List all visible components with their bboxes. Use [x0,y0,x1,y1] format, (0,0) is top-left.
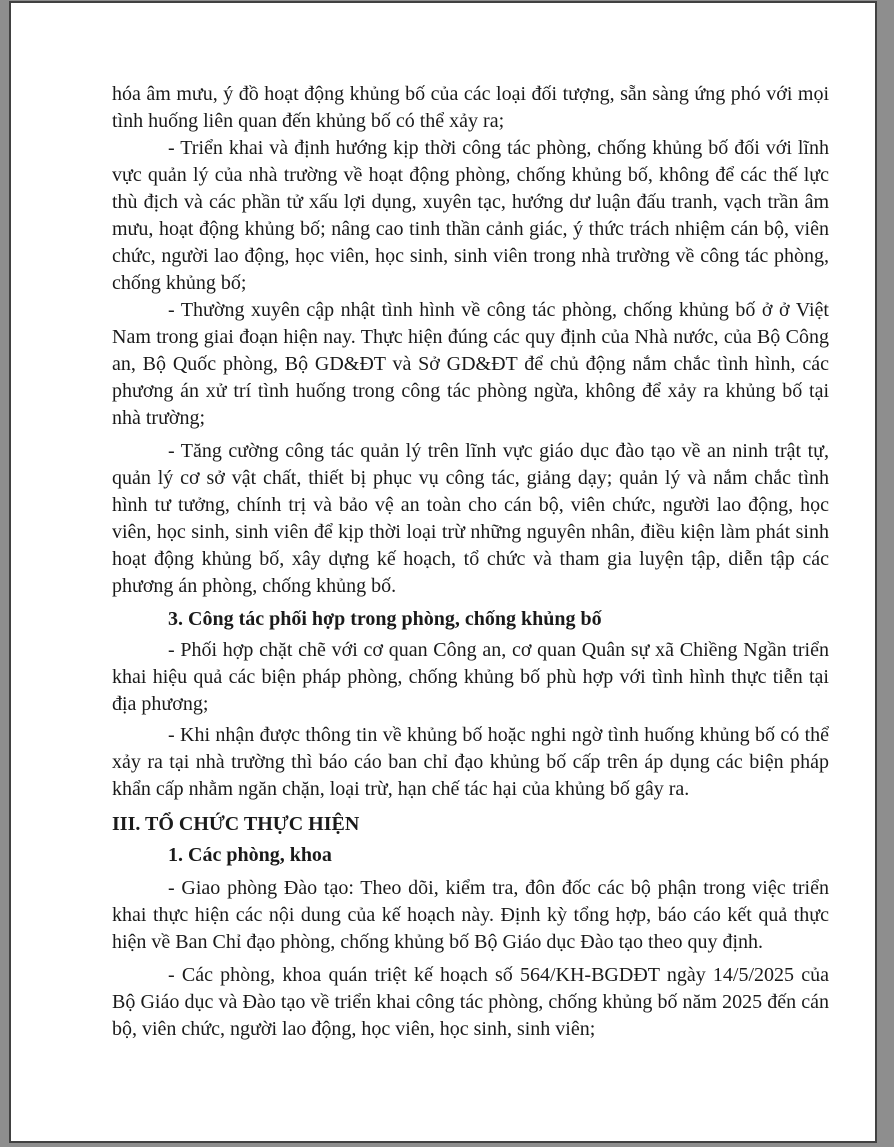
section-heading-3-coordination: 3. Công tác phối hợp trong phòng, chống khủng bố [168,608,602,630]
paragraph-regular-updates: - Thường xuyên cập nhật tình hình về công tác phòng, chống khủng bố ở ở Việt Nam trong giai đoạn hiện nay. Thực hiện đúng các quy định của Nhà nước, của Bộ Công an, Bộ Quốc phòng, Bộ GD&ĐT và Sở GD&ĐT để chủ động nắm chắc tình hình, các phương án xử trí tình huống trong công tác phòng ngừa, không để xảy ra khủng bố tại nhà trường; [112,299,829,429]
paragraph-report-terror-info: - Khi nhận được thông tin về khủng bố hoặc nghi ngờ tình huống khủng bố có thể xảy ra tại nhà trường thì báo cáo ban chỉ đạo khủng bố cấp trên áp dụng các biện pháp khẩn cấp nhằm ngăn chặn, loại trừ, hạn chế tác hại của khủng bố gây ra. [112,724,829,800]
paragraph-continuation-terror-plots: hóa âm mưu, ý đồ hoạt động khủng bố của các loại đối tượng, sẵn sàng ứng phó với mọi tình huống liên quan đến khủng bố có thể xảy ra; [112,83,829,132]
section-heading-1-departments: 1. Các phòng, khoa [168,844,332,866]
paragraph-plan-564-dissemination: - Các phòng, khoa quán triệt kế hoạch số 564/KH-BGDĐT ngày 14/5/2025 của Bộ Giáo dục và Đào tạo về triển khai công tác phòng, chống khủng bố năm 2025 đến cán bộ, viên chức, người lao động, học viên, học sinh, sinh viên; [112,964,829,1040]
paragraph-coordinate-police-military: - Phối hợp chặt chẽ với cơ quan Công an, cơ quan Quân sự xã Chiềng Ngần triển khai hiệu quả các biện pháp phòng, chống khủng bố phù hợp với tình hình thực tiễn tại địa phương; [112,639,829,715]
document-page [9,1,877,1143]
paragraph-training-department-tasks: - Giao phòng Đào tạo: Theo dõi, kiểm tra, đôn đốc các bộ phận trong việc triển khai thực hiện các nội dung của kế hoạch này. Định kỳ tổng hợp, báo cáo kết quả thực hiện về Ban Chỉ đạo phòng, chống khủng bố Bộ Giáo dục Đào tạo theo quy định. [112,877,829,953]
paragraph-deploy-orientation: - Triển khai và định hướng kịp thời công tác phòng, chống khủng bố đối với lĩnh vực quản lý của nhà trường về hoạt động phòng, chống khủng bố, không để các thế lực thù địch và các phần tử xấu lợi dụng, xuyên tạc, hướng dư luận đấu tranh, vạch trần âm mưu, hoạt động khủng bố; nâng cao tinh thần cảnh giác, ý thức trách nhiệm cán bộ, viên chức, người lao động, học viên, học sinh, sinh viên trong nhà trường về công tác phòng, chống khủng bố; [112,137,829,294]
paragraph-strengthen-management: - Tăng cường công tác quản lý trên lĩnh vực giáo dục đào tạo về an ninh trật tự, quản lý cơ sở vật chất, thiết bị phục vụ công tác, giảng dạy; quản lý và nắm chắc tình hình tư tưởng, chính trị và bảo vệ an toàn cho cán bộ, viên chức, người lao động, học viên, học sinh, sinh viên để kịp thời loại trừ những nguyên nhân, điều kiện làm phát sinh hoạt động khủng bố, xây dựng kế hoạch, tổ chức và tham gia luyện tập, diễn tập các phương án phòng, chống khủng bố. [112,440,829,597]
section-heading-iii-implementation: III. TỔ CHỨC THỰC HIỆN [112,813,360,835]
